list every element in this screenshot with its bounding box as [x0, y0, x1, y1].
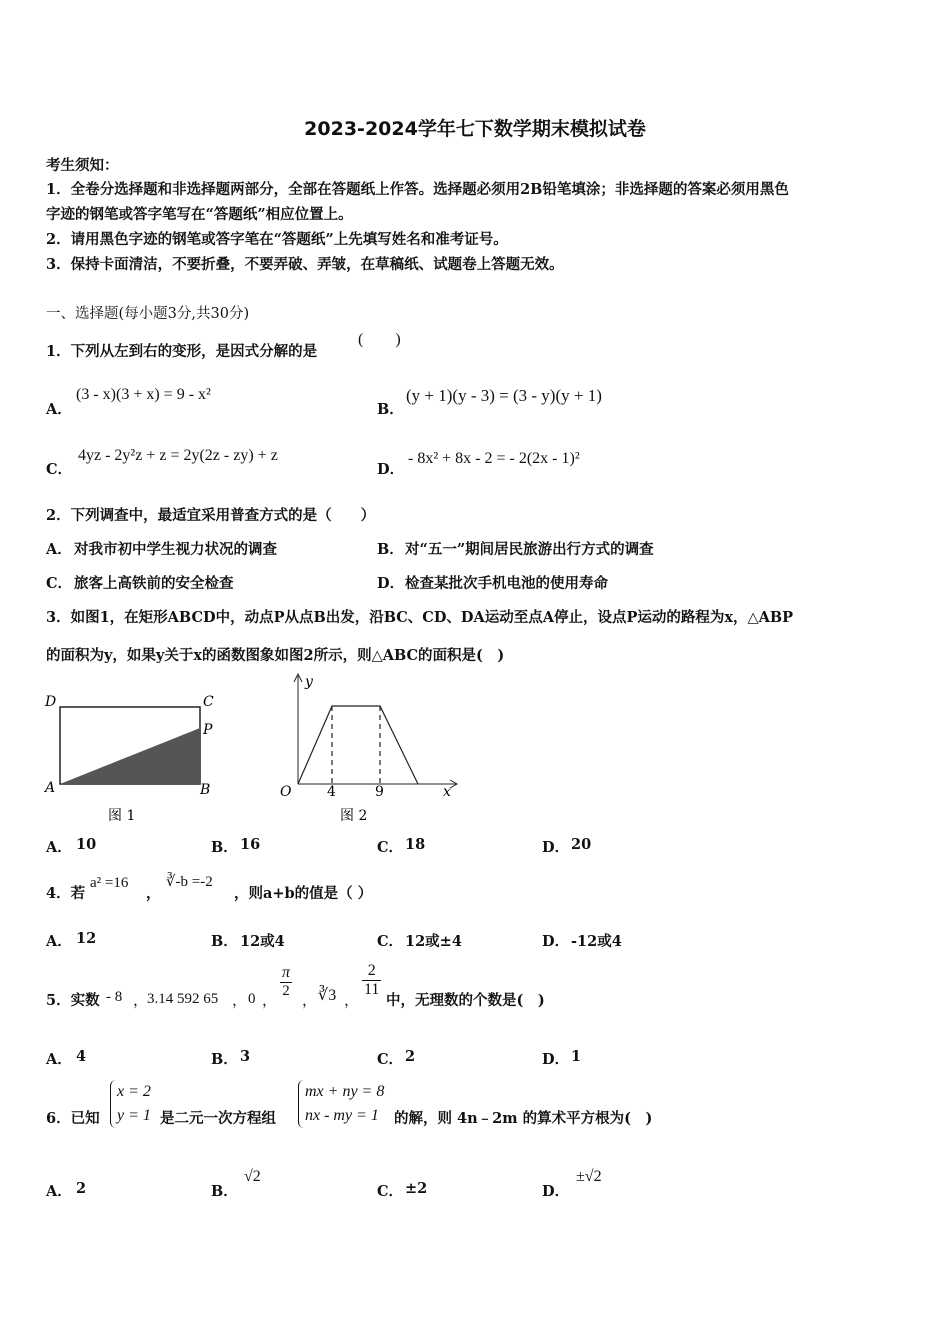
q6-option-c: ±2	[405, 1180, 428, 1197]
q5-fraction-2-over-11	[362, 962, 381, 999]
q5-num-cbrt3: ∛3	[318, 987, 337, 1004]
q3-option-a-label: A．	[46, 839, 72, 856]
q2-option-b: 对“五一”期间居民旅游出行方式的调查	[405, 541, 654, 558]
q4-option-a: 12	[76, 930, 97, 947]
q5-option-a: 4	[76, 1048, 87, 1065]
q2-option-a: 对我市初中学生视力状况的调查	[74, 541, 277, 558]
q1-option-c-label: C．	[46, 461, 73, 478]
fig1-caption: 图 1	[108, 808, 136, 824]
q4-option-c-label: C．	[377, 933, 404, 950]
q6-option-b: √2	[244, 1168, 261, 1185]
q1-option-a-label: A．	[46, 401, 72, 418]
q3-option-d-label: D．	[542, 839, 570, 856]
q3-option-b: 16	[240, 836, 261, 853]
notice-item-3: 3．保持卡面清洁，不要折叠，不要弄破、弄皱，在草稿纸、试题卷上答题无效。	[46, 256, 564, 273]
q5-option-a-label: A．	[46, 1051, 72, 1068]
q5-pi-den: 2	[282, 983, 290, 999]
q6-suffix: 的解，则 4n﹣2m 的算术平方根为( )	[394, 1110, 653, 1127]
notice-item-1: 1．全卷分选择题和非选择题两部分，全部在答题纸上作答。选择题必须用2B铅笔填涂；非选择题的答案必须用黑色	[46, 181, 789, 198]
q1-option-b-label: B．	[377, 401, 404, 418]
q6-option-c-label: C．	[377, 1183, 404, 1200]
q4-prefix: 4．若	[46, 885, 86, 902]
q6-equation-1: mx + ny = 8	[305, 1083, 385, 1100]
q5-option-c-label: C．	[377, 1051, 404, 1068]
q5-option-d: 1	[571, 1048, 582, 1065]
q6-option-a: 2	[76, 1180, 87, 1197]
section-heading: 一、选择题(每小题3分,共30分)	[46, 306, 250, 322]
q3-option-c-label: C．	[377, 839, 404, 856]
notice-item-2: 2．请用黑色字迹的钢笔或答字笔在“答题纸”上先填写姓名和准考证号。	[46, 231, 508, 248]
q6-equation-2: nx - my = 1	[305, 1107, 379, 1124]
q6-solution-y: y = 1	[117, 1107, 151, 1124]
q1-option-d-label: D．	[377, 461, 405, 478]
q6-middle: 是二元一次方程组	[160, 1110, 276, 1127]
q4-option-c: 12或±4	[405, 933, 462, 950]
q6-option-d: ±√2	[576, 1168, 602, 1185]
q5-sep-1: ，	[133, 993, 149, 1009]
q6-equation-system	[298, 1080, 384, 1128]
q5-option-c: 2	[405, 1048, 416, 1065]
fig1-label-d: D	[45, 694, 57, 710]
fig1-label-c: C	[203, 694, 214, 710]
q5-suffix: 中，无理数的个数是( )	[386, 992, 545, 1009]
q3-option-a: 10	[76, 836, 97, 853]
q4-comma: ，	[146, 885, 161, 902]
q5-sep-2: ，	[232, 993, 248, 1009]
q2-option-d: 检查某批次手机电池的使用寿命	[405, 575, 608, 592]
fig1-label-b: B	[200, 782, 211, 798]
q5-num-pi-approx: 3.14 592 65	[147, 991, 219, 1007]
q5-num-zero: 0	[248, 991, 256, 1007]
q3-stem-line2: 的面积为y，如果y关于x的函数图象如图2所示，则△ABC的面积是( )	[46, 647, 505, 664]
q5-fraction-pi-over-2	[280, 964, 292, 1000]
q1-option-a: (3 - x)(3 + x) = 9 - x²	[76, 386, 211, 403]
q5-frac-den: 11	[364, 981, 380, 998]
q2-option-b-label: B．	[377, 541, 404, 558]
fig2-label-o: O	[280, 784, 292, 800]
fig2-caption: 图 2	[340, 808, 368, 824]
q4-option-d: -12或4	[571, 933, 622, 950]
q2-option-c-label: C．	[46, 575, 73, 592]
figure-1-rectangle	[40, 688, 230, 828]
q4-option-b: 12或4	[240, 933, 285, 950]
q6-option-a-label: A．	[46, 1183, 72, 1200]
q6-option-d-label: D．	[542, 1183, 570, 1200]
q5-prefix: 5．实数	[46, 992, 100, 1009]
fig2-label-y: y	[305, 674, 313, 690]
q5-frac-num: 2	[362, 962, 381, 981]
q5-pi-num: π	[282, 964, 291, 981]
q5-num-neg8: - 8	[106, 989, 123, 1005]
q2-option-d-label: D．	[377, 575, 405, 592]
q2-option-a-label: A．	[46, 541, 72, 558]
q2-stem: 2．下列调查中，最适宜采用普查方式的是（ ）	[46, 507, 376, 524]
q3-option-d: 20	[571, 836, 592, 853]
fig1-label-p: P	[203, 722, 213, 738]
q4-eq1: a² =16	[90, 875, 129, 891]
q2-option-c: 旅客上高铁前的安全检查	[74, 575, 234, 592]
fig2-tick-4: 4	[327, 784, 336, 800]
fig2-tick-9: 9	[375, 784, 384, 800]
q3-option-b-label: B．	[211, 839, 238, 856]
notice-item-1-cont: 字迹的钢笔或答字笔写在“答题纸”相应位置上。	[46, 206, 353, 223]
q4-option-b-label: B．	[211, 933, 238, 950]
q1-paren: ( )	[358, 331, 401, 348]
q1-option-b: (y + 1)(y - 3) = (3 - y)(y + 1)	[406, 386, 602, 405]
q4-suffix: ，则a+b的值是（ ）	[234, 885, 373, 902]
q6-prefix: 6．已知	[46, 1110, 100, 1127]
notice-heading: 考生须知：	[46, 157, 119, 174]
q6-option-b-label: B．	[211, 1183, 238, 1200]
q4-option-a-label: A．	[46, 933, 72, 950]
q6-solution-system	[110, 1080, 151, 1128]
q3-stem-line1: 3．如图1，在矩形ABCD中，动点P从点B出发，沿BC、CD、DA运动至点A停止，设点P运动的路程为x，△ABP	[46, 609, 794, 626]
fig1-label-a: A	[45, 780, 56, 796]
q4-eq2: ∛-b =-2	[166, 874, 213, 890]
q5-sep-5: ，	[344, 993, 360, 1009]
q6-solution-x: x = 2	[117, 1083, 151, 1100]
q3-option-c: 18	[405, 836, 426, 853]
fig2-label-x: x	[443, 784, 451, 800]
q5-option-d-label: D．	[542, 1051, 570, 1068]
q5-option-b: 3	[240, 1048, 251, 1065]
q5-sep-3: ，	[262, 993, 278, 1009]
q1-stem: 1．下列从左到右的变形，是因式分解的是	[46, 343, 318, 360]
page-title: 2023-2024学年七下数学期末模拟试卷	[304, 118, 646, 140]
q5-option-b-label: B．	[211, 1051, 238, 1068]
q5-sep-4: ，	[302, 993, 318, 1009]
q1-option-c: 4yz - 2y²z + z = 2y(2z - zy) + z	[78, 447, 278, 464]
q1-option-d: - 8x² + 8x - 2 = - 2(2x - 1)²	[408, 450, 580, 467]
figure-2-graph	[260, 668, 470, 830]
q4-option-d-label: D．	[542, 933, 570, 950]
